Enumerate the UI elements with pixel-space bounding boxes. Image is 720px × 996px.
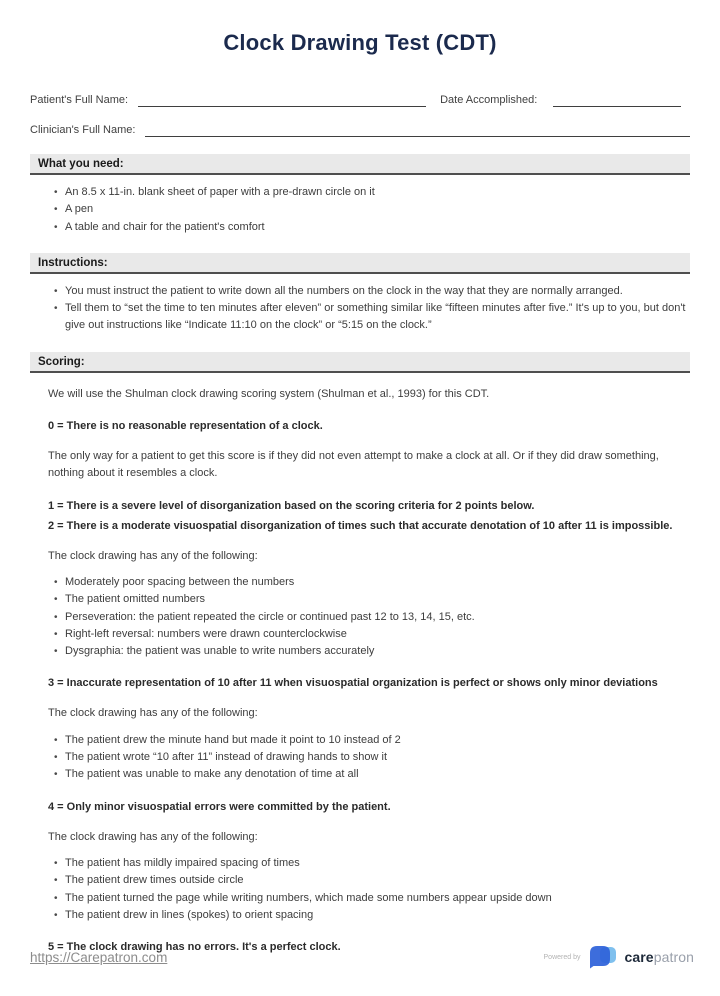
- list-item: • Right-left reversal: numbers were drawn counterclockwise: [54, 626, 690, 643]
- score-1-title: 1 = There is a severe level of disorganization based on the scoring criteria for 2 points below.: [48, 499, 535, 512]
- list-item: • Moderately poor spacing between the numbers: [54, 574, 690, 591]
- section-header-instructions: Instructions:: [30, 253, 690, 274]
- list-item: • The patient wrote “10 after 11” instead of drawing hands to show it: [54, 749, 690, 766]
- scoring-intro: We will use the Shulman clock drawing scoring system (Shulman et al., 1993) for this CDT.: [48, 387, 490, 400]
- patient-name-field[interactable]: [138, 93, 426, 107]
- list-item: • The patient has mildly impaired spacing of times: [54, 855, 690, 872]
- carepatron-logo-icon: [588, 944, 618, 970]
- carepatron-link[interactable]: https://Carepatron.com: [30, 949, 168, 965]
- list-item: • An 8.5 x 11-in. blank sheet of paper with a pre-drawn circle on it: [54, 184, 690, 201]
- score-4-list-intro: The clock drawing has any of the following:: [48, 830, 258, 843]
- section-header-scoring: Scoring:: [30, 352, 690, 373]
- score-4-criteria-list: [54, 855, 690, 924]
- carepatron-wordmark: [624, 949, 694, 965]
- scoring-body: [48, 386, 690, 565]
- list-item: • The patient drew in lines (spokes) to orient spacing: [54, 907, 690, 924]
- section-header-what-you-need: What you need:: [30, 154, 690, 175]
- list-item: • The patient drew times outside circle: [54, 872, 690, 889]
- list-item: • The patient was unable to make any denotation of time at all: [54, 766, 690, 783]
- list-item: • The patient drew the minute hand but made it point to 10 instead of 2: [54, 732, 690, 749]
- score-0-title: 0 = There is no reasonable representation of a clock.: [48, 420, 323, 433]
- list-item: • A table and chair for the patient's comfort: [54, 219, 690, 236]
- page-footer: [30, 944, 694, 970]
- carepatron-brand: [544, 944, 694, 970]
- score-2-list-intro: The clock drawing has any of the following:: [48, 549, 258, 562]
- scoring-body-4: [48, 799, 690, 846]
- score-0-description: The only way for a patient to get this score is if they did not even attempt to make a clock at all. Or if they did draw something, nothing about it resembles a clock.: [48, 450, 659, 480]
- list-item: • Tell them to “set the time to ten minutes after eleven” or something similar like “fifteen minutes after five.” It's up to you, but don't give out instructions like “Indicate 11:10 on the clock” or “5:15 on the clock.”: [54, 300, 690, 335]
- date-accomplished-field[interactable]: [553, 93, 681, 107]
- form-row-patient-date: [30, 90, 690, 107]
- list-item: • Perseveration: the patient repeated the circle or continued past 12 to 13, 14, 15, etc.: [54, 609, 690, 626]
- score-3-list-intro: The clock drawing has any of the following:: [48, 707, 258, 720]
- patient-name-label: Patient's Full Name:: [30, 94, 129, 106]
- scoring-body-3: [48, 675, 690, 722]
- patient-info-form: [30, 90, 690, 137]
- form-row-clinician: [30, 120, 690, 137]
- list-item: • Dysgraphia: the patient was unable to write numbers accurately: [54, 643, 690, 660]
- score-5-title: 5 = The clock drawing has no errors. It's a perfect clock.: [48, 941, 341, 954]
- wordmark-patron: patron: [653, 949, 694, 965]
- list-item: • The patient omitted numbers: [54, 591, 690, 608]
- list-item: • You must instruct the patient to write down all the numbers on the clock in the way that they are normally arranged.: [54, 283, 690, 300]
- date-accomplished-label: Date Accomplished:: [440, 94, 538, 106]
- what-you-need-list: [54, 184, 690, 236]
- powered-by-label: Powered by: [543, 953, 581, 961]
- score-4-title: 4 = Only minor visuospatial errors were committed by the patient.: [48, 800, 391, 813]
- score-2-criteria-list: [54, 574, 690, 660]
- score-3-criteria-list: [54, 732, 690, 784]
- score-3-title: 3 = Inaccurate representation of 10 after 11 when visuospatial organization is perfect or shows only minor deviations: [48, 677, 658, 690]
- list-item: • The patient turned the page while writing numbers, which made some numbers appear upside down: [54, 890, 690, 907]
- wordmark-care: care: [624, 949, 654, 965]
- score-2-title: 2 = There is a moderate visuospatial disorganization of times such that accurate denotation of 10 after 11 is impossible.: [48, 519, 673, 532]
- instructions-list: [54, 283, 690, 335]
- clinician-name-field[interactable]: [145, 123, 690, 137]
- clinician-name-label: Clinician's Full Name:: [30, 124, 136, 136]
- list-item: • A pen: [54, 201, 690, 218]
- page-title: Clock Drawing Test (CDT): [223, 30, 497, 55]
